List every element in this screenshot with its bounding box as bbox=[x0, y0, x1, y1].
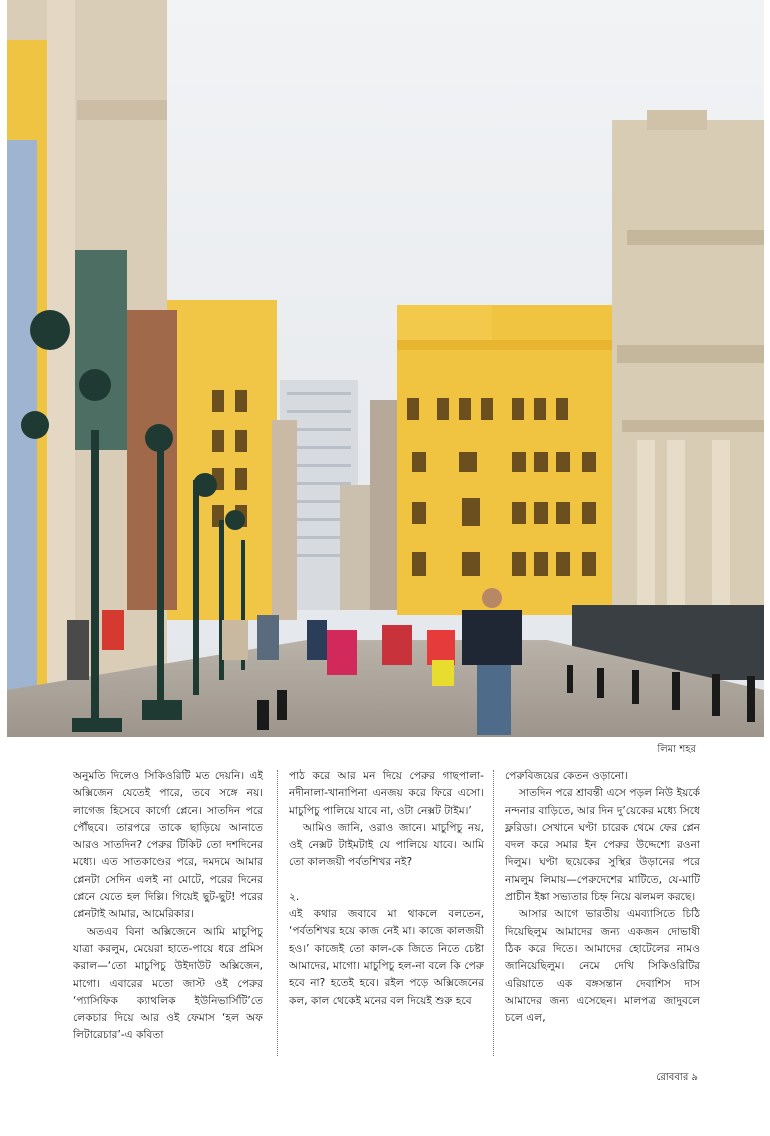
paragraph: আসার আগে ভারতীয় এমব্যাসিতে চিঠি দিয়েছিলুম আমাদের জন্য একজন দোভাষী ঠিক করে দিতে। আমাদের হোটেলের নামও জানিয়েছিলুম। নেমে দেখি সিকিওরিটির এরিয়াতে এক বঙ্গসন্তান দেবাশিস দাস আমাদের জন্য এসেছেন। মালপত্র জাদুবলে চলে এল, bbox=[505, 908, 700, 1025]
page-folio: রোববার ৯ bbox=[656, 1072, 698, 1083]
article-column-1 bbox=[73, 768, 263, 1058]
paragraph: সাতদিন পরে শ্রাবন্তী এসে পড়ল নিউ ইয়র্কে নন্দনার বাড়িতে, আর দিন দু’য়েকের মধ্যে সিধে ফ্লরিডা। সেখানে ঘণ্টা চারেক থেমে ফের প্লেন বদল করে সমার ইন পেরুর উদ্দেশ্যে রওনা দিলুম। ঘণ্টা ছয়েকের সুস্থির উড়ানের পরে নামলুম লিমায়—পেরুদেশের মাটিতে, যে-মাটি প্রাচীন ইঙ্কা সভ্যতার চিহ্ন নিয়ে ঝলমল করছে। bbox=[505, 787, 700, 904]
column-divider bbox=[277, 770, 278, 1056]
lima-street-photo bbox=[7, 0, 764, 737]
article-column-3 bbox=[505, 768, 700, 1058]
paragraph: পাঠ করে আর মন দিয়ে পেরুর গাছপালা-নদীনালা-খানাপিনা এনজয় করে ফিরে এসো। মাচুপিচু পালিয়ে যাবে না, ওটা নেক্সট টাইম।’ bbox=[289, 770, 484, 817]
paragraph: অতএব বিনা অক্সিজেনে আমি মাচুপিচু যাত্রা করলুম, মেয়েরা হাতে-পায়ে ধরে প্রমিস করাল—‘তো মাচুপিচু উইদাউট অক্সিজেন, মাগো। এবারের মতো জাস্ট ওই পেরুর ‘প্যাসিফিক ক্যাথলিক ইউনিভার্সিটি’তে লেকচার দিয়ে আর ওই ফেমাস ‘হল অফ লিটারেচার’-এ কবিতা bbox=[73, 925, 263, 1042]
paragraph: আমিও জানি, ওরাও জানে। মাচুপিচু নয়, ওই নেক্সট টাইমটাই যে পালিয়ে যাবে। আমি তো কালজয়ী পর্বতশিখর নই? bbox=[289, 821, 484, 869]
paragraph: এই কথার জবাবে মা থাকলে বলতেন, ‘পর্বতশিখর হয়ে কাজ নেই মা। কাজে কালজয়ী হও।’ কাজেই তো কাল-কে জিতে নিতে চেষ্টা আমাদের, মাগো। মাচুপিচু হল-না বলে কি পেরু হবে না? হতেই হবে। রইল পড়ে অক্সিজেনের কল, কাল থেকেই মনের বল দিয়েই শুরু হবে bbox=[289, 908, 484, 1007]
section-number: ২. bbox=[289, 890, 300, 903]
column-divider bbox=[493, 770, 494, 1056]
paragraph: পেরুবিজয়ের কেতন ওড়ানো। bbox=[505, 770, 628, 782]
photo-caption: লিমা শহর bbox=[657, 744, 696, 755]
paragraph: অনুমতি দিলেও সিকিওরিটি মত দেয়নি। এই অক্সিজেন যেতেই পারে, তবে সঙ্গে নয়। লাগেজ হিসেবে কার্গো প্লেনে। সাতদিন পরে পৌঁছবে। তারপরে তাকে ছাড়িয়ে আনাতে আরও সাতদিন? পেরুর টিকিট তো দশদিনের মধ্যে। এত সাতকাণ্ডের পরে, দমদমে আমার প্লেনটা সেদিন এলই না মোটে, পরের দিনের প্লেনে যেতে হল দিল্লি। গিয়েই ছুট-ছুট! পরের প্লেনটাই আমার, আমেরিকার। bbox=[73, 770, 263, 921]
article-column-2 bbox=[289, 768, 484, 1058]
